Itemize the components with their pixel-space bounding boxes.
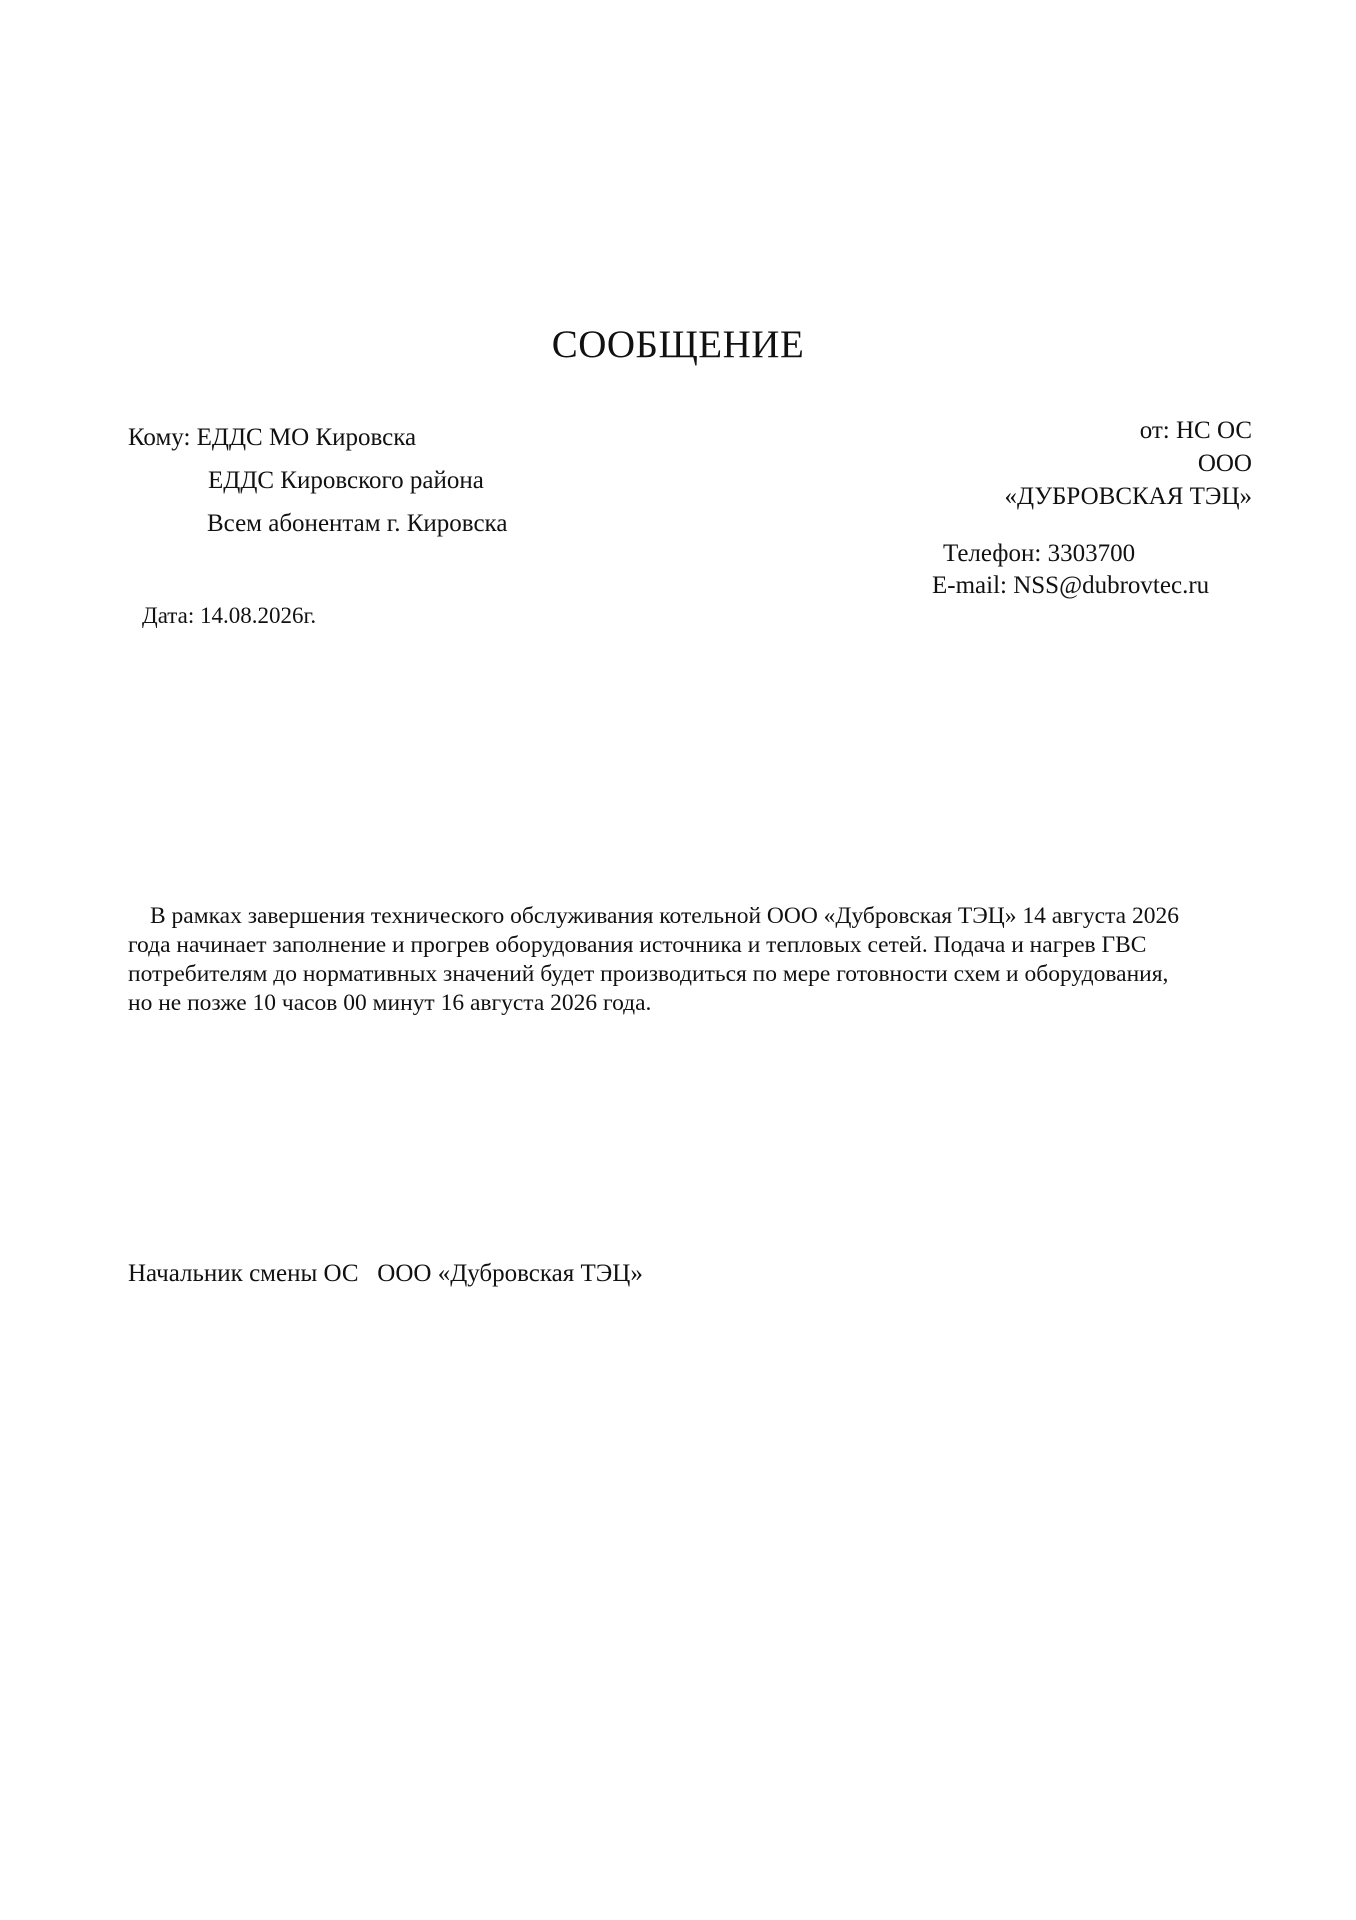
recipient-line-1: Кому: ЕДДС МО Кировска	[128, 424, 417, 451]
body-line-4: но не позже 10 часов 00 минут 16 августа 2026 года.	[128, 990, 652, 1016]
contacts-block	[932, 538, 1210, 602]
signature-line: Начальник смены ОС ООО «Дубровская ТЭЦ»	[128, 1260, 643, 1287]
recipient-line-2: ЕДДС Кировского района	[208, 467, 484, 494]
recipient-line-3: Всем абонентам г. Кировска	[207, 510, 508, 537]
sender-line-3: «ДУБРОВСКАЯ ТЭЦ»	[1004, 483, 1252, 510]
recipients-block	[128, 416, 507, 545]
body-line-2: года начинает заполнение и прогрев оборудования источника и тепловых сетей. Подача и нагрев ГВС	[128, 932, 1147, 958]
sender-line-2: ООО	[1197, 450, 1252, 477]
document-title: СООБЩЕНИЕ	[551, 323, 805, 366]
sender-line-1: от: НС ОС	[1139, 417, 1252, 444]
email-line: E-mail: NSS@dubrovtec.ru	[932, 572, 1210, 599]
sender-block	[1004, 414, 1252, 513]
body-line-3: потребителям до нормативных значений будет производиться по мере готовности схем и оборудования,	[128, 961, 1169, 987]
phone-line: Телефон: 3303700	[943, 540, 1136, 567]
message-body	[128, 902, 1258, 1018]
body-line-1: В рамках завершения технического обслуживания котельной ООО «Дубровская ТЭЦ» 14 августа 2026	[150, 903, 1179, 929]
date-line: Дата: 14.08.2026г.	[142, 603, 317, 628]
